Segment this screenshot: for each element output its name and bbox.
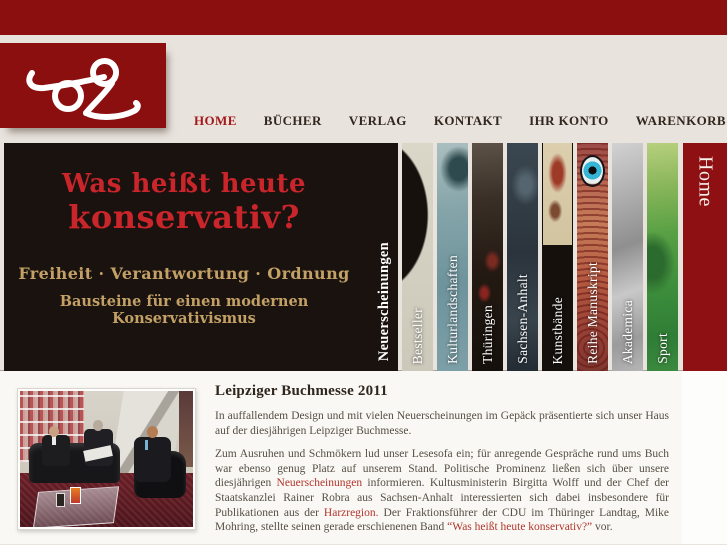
sidebar-home-tab[interactable]	[683, 143, 727, 371]
category-tab-thueringen[interactable]	[472, 143, 503, 371]
inline-link[interactable]: Harzregion.	[323, 506, 379, 519]
nav-item-ihr-konto[interactable]: IHR KONTO	[529, 113, 609, 128]
nav-item-buecher[interactable]: BÜCHER	[263, 113, 322, 128]
category-tab-label: Bestseller	[409, 307, 425, 364]
eye-spine-art	[580, 155, 605, 187]
category-tab-label: Kunstbände	[549, 296, 565, 364]
article-paragraph-1: In auffallendem Design und mit vielen Neuerscheinungen im Gepäck präsentierte sich unser Haus auf der diesjährigen Leipziger Buchmesse.	[215, 410, 669, 437]
nav-item-verlag[interactable]: VERLAG	[348, 113, 407, 128]
banner-title-line1: Was heißt heute	[61, 169, 306, 199]
category-tab-label: Thüringen	[479, 305, 495, 364]
article	[215, 383, 669, 535]
paragraph-text: informieren. Kultusministerin Birgitta Wolff und der Chef der Staatskanzlei Rainer Robra aus Sachsen-Anhalt interessierten sich dabei insbesondere für Publikationen aus der	[215, 477, 670, 519]
content-area	[0, 371, 727, 544]
paragraph-text: Zum Ausruhen und Schmökern lud unser Lesesofa ein; für anregende Gespräche rund ums Buch war ebenso genug Platz auf unserem Stand. Politische Prominenz ließen sich über unsere diesjährigen	[215, 448, 669, 490]
article-title: Leipziger Buchmesse 2011	[215, 383, 388, 399]
banner-subtitle: Freiheit · Verantwortung · Ordnung	[18, 264, 350, 283]
category-tab-label: Sachsen-Anhalt	[514, 274, 530, 364]
category-tab-akademica[interactable]	[612, 143, 643, 371]
content-inner	[0, 371, 682, 544]
hero-banner[interactable]	[4, 143, 398, 371]
paragraph-text: Der Fraktionsführer der CDU im Thüringer Landtag, Mike Mohring, stellte seinen gerade erschienenen Band	[215, 506, 669, 534]
article-paragraph-2	[215, 447, 669, 535]
hero-banner-text	[4, 143, 398, 327]
paragraph-text: vor.	[592, 521, 613, 534]
inline-link[interactable]: “Was heißt heute konservativ?”	[447, 521, 593, 534]
category-tab-neuerscheinungen[interactable]: Neuerscheinungen	[376, 241, 392, 361]
top-accent-bar	[0, 0, 727, 35]
category-tab-bestseller[interactable]	[402, 143, 433, 371]
category-tab-kulturlandschaften[interactable]	[437, 143, 468, 371]
inline-link[interactable]: Neuerscheinungen	[276, 477, 363, 490]
publisher-logo[interactable]	[0, 43, 166, 128]
nav-item-warenkorb[interactable]: WARENKORB	[635, 113, 726, 128]
main-nav	[194, 113, 726, 129]
banner-title-line2: konservativ?	[68, 198, 300, 236]
category-tab-label: Kulturlandschaften	[444, 255, 460, 364]
banner-tagline-line1: Bausteine für einen modernen	[59, 293, 309, 310]
banner-row	[0, 143, 727, 371]
category-tab-sachsen-anhalt[interactable]	[507, 143, 538, 371]
category-tab-reihe-manuskript[interactable]	[577, 143, 608, 371]
sidebar-home-label: Home	[694, 156, 717, 207]
category-tab-label: Reihe Manuskript	[584, 262, 600, 364]
banner-tagline-line2: Konservativismus	[112, 310, 256, 327]
dz-ligature-logo	[24, 49, 144, 123]
nav-item-kontakt[interactable]: KONTAKT	[433, 113, 503, 128]
header	[0, 35, 727, 143]
kunstbaende-spine-art	[543, 143, 572, 245]
category-tab-label: Sport	[654, 333, 670, 364]
buchmesse-photo-image	[20, 391, 193, 527]
buchmesse-photo	[17, 388, 196, 530]
category-tab-kunstbaende[interactable]	[542, 143, 573, 371]
nav-item-home[interactable]: HOME	[194, 113, 237, 128]
category-tab-sport[interactable]	[647, 143, 678, 371]
category-tab-label: Akademica	[619, 299, 635, 364]
